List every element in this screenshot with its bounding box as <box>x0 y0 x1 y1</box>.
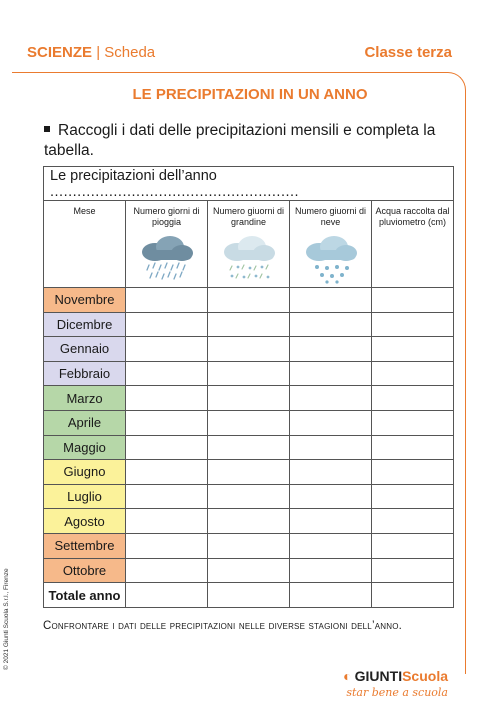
month-cell: Marzo <box>44 386 126 411</box>
input-cell[interactable] <box>126 509 208 534</box>
input-cell[interactable] <box>126 558 208 583</box>
month-cell: Dicembre <box>44 312 126 337</box>
bullet-icon <box>44 126 50 132</box>
input-cell[interactable] <box>208 312 290 337</box>
input-cell[interactable] <box>372 533 454 558</box>
input-cell[interactable] <box>290 583 372 608</box>
month-cell: Ottobre <box>44 558 126 583</box>
table-row <box>44 288 454 313</box>
input-cell[interactable] <box>372 337 454 362</box>
table-title: Le precipitazioni dell’anno ....................................................... <box>44 167 454 201</box>
month-cell: Febbraio <box>44 361 126 386</box>
month-cell: Maggio <box>44 435 126 460</box>
instruction <box>44 121 464 161</box>
input-cell[interactable] <box>290 533 372 558</box>
table-row <box>44 386 454 411</box>
input-cell[interactable] <box>208 583 290 608</box>
month-cell: Aprile <box>44 410 126 435</box>
input-cell[interactable] <box>126 410 208 435</box>
snow-cloud-icon <box>301 232 361 284</box>
total-label: Totale anno <box>44 583 126 608</box>
input-cell[interactable] <box>208 337 290 362</box>
column-header-water: Acqua raccolta dal pluviometro (cm) <box>372 201 454 288</box>
input-cell[interactable] <box>208 558 290 583</box>
input-cell[interactable] <box>208 484 290 509</box>
input-cell[interactable] <box>372 410 454 435</box>
month-cell: Agosto <box>44 509 126 534</box>
input-cell[interactable] <box>290 558 372 583</box>
input-cell[interactable] <box>372 484 454 509</box>
input-cell[interactable] <box>208 509 290 534</box>
input-cell[interactable] <box>290 337 372 362</box>
table-row <box>44 484 454 509</box>
input-cell[interactable] <box>126 583 208 608</box>
input-cell[interactable] <box>126 337 208 362</box>
input-cell[interactable] <box>372 312 454 337</box>
input-cell[interactable] <box>372 583 454 608</box>
column-header-hail: Numero giuorni di grandine <box>208 201 290 288</box>
input-cell[interactable] <box>372 435 454 460</box>
input-cell[interactable] <box>372 460 454 485</box>
input-cell[interactable] <box>290 460 372 485</box>
month-cell: Luglio <box>44 484 126 509</box>
publisher-logo: ◐ GIUNTIScuola star bene a scuola <box>343 668 448 699</box>
input-cell[interactable] <box>126 533 208 558</box>
table-row <box>44 460 454 485</box>
month-cell: Settembre <box>44 533 126 558</box>
input-cell[interactable] <box>290 509 372 534</box>
input-cell[interactable] <box>208 410 290 435</box>
input-cell[interactable] <box>126 386 208 411</box>
month-cell: Gennaio <box>44 337 126 362</box>
grade-label: Classe terza <box>364 44 452 61</box>
column-header-month: Mese <box>44 201 126 288</box>
precipitation-table <box>43 166 454 608</box>
input-cell[interactable] <box>290 312 372 337</box>
input-cell[interactable] <box>208 361 290 386</box>
input-cell[interactable] <box>372 509 454 534</box>
rain-cloud-icon <box>137 232 197 284</box>
input-cell[interactable] <box>126 435 208 460</box>
hail-cloud-icon <box>219 232 279 284</box>
input-cell[interactable] <box>290 410 372 435</box>
input-cell[interactable] <box>126 361 208 386</box>
table-row <box>44 312 454 337</box>
page-header <box>27 44 452 64</box>
input-cell[interactable] <box>372 558 454 583</box>
input-cell[interactable] <box>290 288 372 313</box>
input-cell[interactable] <box>126 312 208 337</box>
table-row <box>44 509 454 534</box>
input-cell[interactable] <box>372 361 454 386</box>
input-cell[interactable] <box>372 386 454 411</box>
input-cell[interactable] <box>290 361 372 386</box>
input-cell[interactable] <box>126 460 208 485</box>
publisher-slogan: star bene a scuola <box>346 686 448 699</box>
table-row <box>44 410 454 435</box>
input-cell[interactable] <box>372 288 454 313</box>
input-cell[interactable] <box>208 386 290 411</box>
column-header-snow: Numero giuorni di neve <box>290 201 372 288</box>
column-header-rain: Numero giorni di pioggia <box>126 201 208 288</box>
input-cell[interactable] <box>208 288 290 313</box>
table-row <box>44 558 454 583</box>
fill-in-dots[interactable]: ....................................................... <box>50 183 300 200</box>
table-row <box>44 361 454 386</box>
page-title: LE PRECIPITAZIONI IN UN ANNO <box>132 86 368 103</box>
input-cell[interactable] <box>208 435 290 460</box>
input-cell[interactable] <box>208 533 290 558</box>
input-cell[interactable] <box>126 484 208 509</box>
total-row <box>44 583 454 608</box>
table-row <box>44 435 454 460</box>
input-cell[interactable] <box>290 435 372 460</box>
subject-label: SCIENZE | Scheda <box>27 44 156 61</box>
input-cell[interactable] <box>208 460 290 485</box>
compare-instruction: Confrontare i dati delle precipitazioni nelle diverse stagioni dell’anno. <box>43 620 403 632</box>
input-cell[interactable] <box>290 484 372 509</box>
table-row <box>44 337 454 362</box>
giunti-g-icon: ◐ <box>343 668 352 684</box>
instruction-text: Raccogli i dati delle precipitazioni mensili e completa la tabella. <box>44 122 436 159</box>
month-cell: Giugno <box>44 460 126 485</box>
copyright-note: © 2021 Giunti Scuola S.r.l., Firenze <box>3 568 10 670</box>
input-cell[interactable] <box>290 386 372 411</box>
month-cell: Novembre <box>44 288 126 313</box>
input-cell[interactable] <box>126 288 208 313</box>
table-row <box>44 533 454 558</box>
